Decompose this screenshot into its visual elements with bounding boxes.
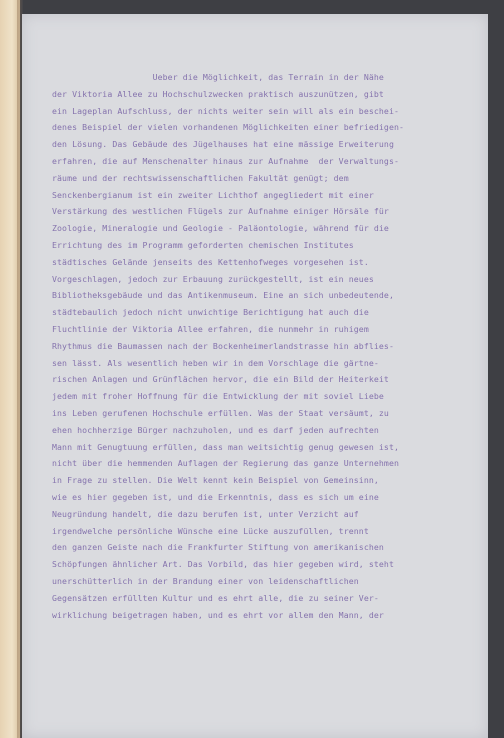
text-line: Ueber die Möglichkeit, das Terrain in der Nähe: [52, 72, 384, 82]
text-line: unerschütterlich in der Brandung einer von leidenschaftlichen: [52, 575, 359, 586]
text-line: Verstärkung des westlichen Flügels zur Aufnahme einiger Hörsäle für: [52, 206, 389, 217]
text-line: denes Beispiel der vielen vorhandenen Möglichkeiten einer befriedigen-: [52, 122, 405, 133]
text-line: nicht über die hemmenden Auflagen der Regierung das ganze Unternehmen: [52, 458, 400, 469]
body-text: [52, 69, 492, 623]
text-line: Bibliotheksgebäude und das Antikenmuseum. Eine an sich unbedeutende,: [52, 290, 394, 301]
text-line: Rhythmus die Baumassen nach der Bockenheimerlandstrasse hin abflies-: [52, 340, 394, 351]
text-line: Zoologie, Mineralogie und Geologie - Paläontologie, während für die: [52, 223, 389, 234]
text-line: ein Lageplan Aufschluss, der nichts weiter sein will als ein beschei-: [52, 105, 400, 116]
text-line: Fluchtlinie der Viktoria Allee erfahren, die nunmehr in ruhigem: [52, 323, 369, 334]
text-line: Gegensätzen erfüllten Kultur und es ehrt alle, die zu seiner Ver-: [52, 592, 379, 603]
text-line: Senckenbergianum ist ein zweiter Lichthof angegliedert mit einer: [52, 189, 374, 200]
text-line: Mann mit Genugtuung erfüllen, dass man weitsichtig genug gewesen ist,: [52, 441, 400, 452]
text-line: wirklichung beigetragen haben, und es ehrt vor allem den Mann, der: [52, 609, 384, 620]
text-line: wie es hier gegeben ist, und die Erkenntnis, dass es sich um eine: [52, 491, 379, 502]
text-line: Errichtung des im Programm geforderten chemischen Institutes: [52, 239, 354, 250]
text-line: Neugründung handelt, die dazu berufen ist, unter Verzicht auf: [52, 508, 359, 519]
text-line: ehen hochherzige Bürger nachzuholen, und es darf jeden aufrechten: [52, 424, 379, 435]
text-line: städtebaulich jedoch nicht unwichtige Berichtigung hat auch die: [52, 307, 369, 318]
text-line: erfahren, die auf Menschenalter hinaus zur Aufnahme der Verwaltungs-: [52, 155, 400, 166]
text-line: Schöpfungen ähnlicher Art. Das Vorbild, das hier gegeben wird, steht: [52, 559, 394, 570]
typewritten-page: [22, 14, 488, 738]
text-line: den ganzen Geiste nach die Frankfurter Stiftung von amerikanischen: [52, 542, 384, 553]
text-line: Vorgeschlagen, jedoch zur Erbauung zurückgestellt, ist ein neues: [52, 273, 374, 284]
text-line: städtisches Gelände jenseits des Kettenhofweges vorgesehen ist.: [52, 256, 369, 267]
text-line: jedem mit froher Hoffnung für die Entwicklung der mit soviel Liebe: [52, 391, 384, 402]
text-line: in Frage zu stellen. Die Welt kennt kein Beispiel von Gemeinsinn,: [52, 475, 379, 486]
text-line: rischen Anlagen und Grünflächen hervor, die ein Bild der Heiterkeit: [52, 374, 389, 385]
text-line: irgendwelche persönliche Wünsche eine Lücke auszufüllen, trennt: [52, 525, 369, 536]
text-line: den Lösung. Das Gebäude des Jügelhauses hat eine mässige Erweiterung: [52, 139, 394, 150]
text-line: ins Leben gerufenen Hochschule erfüllen. Was der Staat versäumt, zu: [52, 407, 389, 418]
text-line: sen lässt. Als wesentlich heben wir in dem Vorschlage die gärtne-: [52, 357, 379, 368]
text-line: räume und der rechtswissenschaftlichen Fakultät genügt; dem: [52, 172, 349, 183]
text-line: der Viktoria Allee zu Hochschulzwecken praktisch auszunützen, gibt: [52, 88, 384, 99]
